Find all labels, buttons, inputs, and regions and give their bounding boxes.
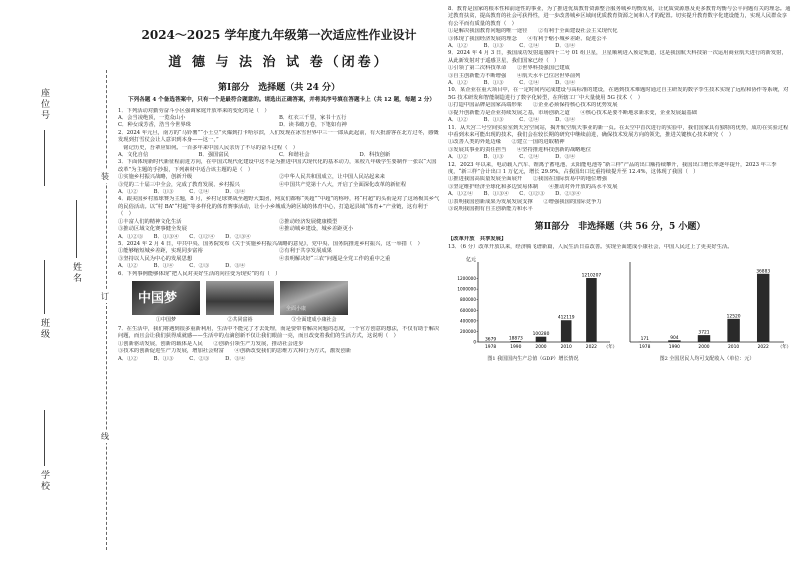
question-line: ③坚定维护经济全球化和多边贸易体制 ④推动对外开放的高水平发展 (448, 183, 618, 190)
q6-caption-row (132, 316, 440, 323)
data-label: 100280 (532, 332, 550, 338)
statement-item: ④推动城乡建设，城乡差距更小 (279, 226, 354, 233)
question-line: A．①② B．①③ C．②③ D．③④ (118, 355, 246, 362)
class-field-label: 班级 (39, 318, 49, 340)
school-field-line[interactable] (44, 410, 45, 466)
q6-caption-1: ①中国梦 (155, 316, 176, 323)
option-choice: C．和谐社会 (279, 152, 310, 159)
question-stem: 2．2024 年元旦，南方的“马铃薯”“小土豆”火爆到打卡哈尔滨，人们发现在冰雪世界中三一一郎从此起前，有大批游客在北方过冬，感慨发现到打雪仗会让人意识到本身——这一，” (118, 129, 439, 144)
q6-image-2 (206, 281, 274, 315)
question-line: 8．教育是国家的根本性和前途性的事业，为了推进优质教育资源整合服务城乡均衡发展，让优质资源惠及更多教育均衡与公平问题有关的理念。通过教育扶贫，提高教育的社会可获得性，进一步改善城乡区域间优质教育资源之间和人才的配置。切实提升教育数字化建设能力，实现人民群众享有公平而有质量的教育（ ） (448, 6, 791, 27)
chart-gdp (448, 254, 618, 354)
statement-group (118, 122, 440, 129)
option-choice: A．文化自信 (118, 152, 149, 159)
binding-strip (0, 0, 118, 567)
question-stem: 5．2024 年 2 月 4 日，中共中央、国务院发布《关于实施乡村振兴战略的意见》，党中央、国务院推进乡村振兴，这一举措（ ） (118, 240, 423, 247)
statement-item: C．种女成芳香，浩当今世界珠 (118, 122, 191, 129)
chart-gdp-wrap (448, 254, 618, 362)
question-stem: 3．下面体现新时代新征程前进方向，在中国式现代化建设中这不是为推进中国式现代化的基本动力，某校九年级学生要制作一张以“大国改革”为主题的手抄报，下列素材中适合该主题的是（ ） (118, 159, 437, 173)
y-tick-label: 1200000 (457, 276, 476, 282)
part2-title: 第Ⅱ部分 非选择题（共 56 分，5 小题） (534, 222, 706, 233)
option-group (118, 152, 440, 159)
right-questions (448, 6, 792, 199)
question-line: ①引领了第二次科技革命 ②世界科技强国已建成 (448, 65, 570, 72)
seal-line (106, 70, 107, 550)
question-stem: 铭记历史，吾辈应如何。一百多年来中国人民亲历了不尽的奋斗过程（ ） (118, 144, 299, 151)
data-label: 12520 (726, 314, 741, 320)
subject-title: 道 德 与 法 治 试 卷（闭卷） (168, 55, 390, 70)
data-label: 171 (640, 337, 649, 343)
bar (698, 335, 710, 342)
q12-extra-options (448, 199, 792, 214)
x-tick-label: 2022 (757, 345, 769, 351)
data-label: 36883 (756, 269, 771, 275)
part1-instructions: 下列各题 4 个备选答案中，只有一个是最符合题意的。请选出正确答案，并将其序号填在答题卡上（共 12 题，每题 2 分） (128, 97, 435, 103)
question-stem: A．①② B．①④ C．②③ D．③④ (118, 263, 246, 270)
y-tick-label: 1000000 (457, 286, 476, 292)
left-column (118, 0, 440, 567)
data-label: 1210207 (581, 273, 602, 279)
statement-item: ①实施乡村振兴战略，创新升级 (118, 174, 193, 181)
data-label: 3679 (485, 337, 497, 343)
y-tick-label: 400000 (460, 318, 476, 324)
question-stem: A．①② B．①③ C．②④ D．③④ (118, 189, 246, 196)
question-stem: 1．下列活动对勤劳奋斗小区强调家庭开放率来的变化的是（ ） (118, 107, 270, 114)
question-line: 10．某企业在重大项目中，在一定时间内完成建设与高标准的建设，在遇到技术难题时通过自主研发的数字孪生技术实现了远程和协作等系统，对 5G 技术研发和智能制造进行了数字化转型，在所辖工厂中大量使用 5G 技术（ ） (448, 87, 789, 101)
question-line: A．①②④ B．①③④ C．①②③ D．②③④ (448, 191, 581, 198)
seal-mark-ding: 订 (101, 292, 109, 301)
chart-income (622, 254, 792, 354)
bar (561, 320, 572, 342)
y-tick-label: 600000 (460, 307, 476, 313)
name-field-line[interactable] (76, 200, 77, 258)
question-stem: 6．下列事例能够体现“把人民对美好生活的向往变为现实”的有（ ） (118, 270, 281, 277)
option-choice: B．强国富民 (198, 152, 229, 159)
statement-item: ③坚持以人民为中心的发展思想 (118, 255, 193, 262)
question-line: ①打造中国品牌是国家高端形象 ②企业必须保持核心技术的优势发展 (448, 102, 618, 109)
x-tick-label: 1978 (485, 345, 497, 351)
y-axis-label: 亿元 (465, 257, 476, 264)
seat-field-label: 座位号 (39, 88, 49, 121)
q6-caption-3: ③全面建成小康社会 (291, 316, 337, 323)
question-line: 12．2023 年以来，电动载人汽车、锂离子蓄电池、太阳能电池等“新三样”产品的出口额持续攀升，我国出口增长率逐年提升，2023 年三季度，“新三样”合计出口 1 万亿元，增长 29.9%，占我国出口比重持续提升至 12.4%，这体现了我国（ ） (448, 161, 777, 175)
school-year-title: 2024～2025 学年度九年级第一次适应性作业设计 (141, 28, 417, 42)
x-tick-label: 1990 (668, 345, 680, 351)
q13-charts (448, 254, 792, 362)
data-label: 412119 (557, 315, 575, 321)
statement-group (118, 174, 440, 189)
question-line: ①改善人类的外延边缘 ②建立一国的进取精神 (448, 139, 565, 146)
statement-item: ③推动区域文化赛事健全发展 (118, 226, 187, 233)
question-line: ①创新驱动发展，创新的载体是人民 ②创新引领生产力发展，推动社会进步 (118, 340, 304, 347)
left-tail-questions (118, 326, 440, 363)
statement-item: ①表明我国创新成果为发展发展支撑 ②增强我国的国际竞争力 (448, 198, 602, 205)
q6-caption-2: ②共同富裕 (227, 316, 253, 323)
x-tick-label: 1990 (510, 345, 522, 351)
seal-mark-zhuang: 装 (101, 172, 109, 181)
question-line: A．①② B．①③ C．②④ D．③④ (448, 43, 576, 50)
class-field-line[interactable] (44, 260, 45, 314)
option-choice: A．会当凌绝顶，一览众山小 (118, 115, 186, 121)
bar (586, 278, 597, 342)
statement-item: ④表明解决好“三农”问题是全党工作的重中之重 (279, 255, 391, 262)
option-choice: D．科技创新 (359, 152, 391, 159)
seal-mark-xian: 线 (101, 432, 109, 441)
name-field-label: 姓名 (71, 262, 81, 284)
statement-item: ③党的二十届三中全会，完成了教育发展、乡村振兴 (118, 181, 240, 188)
q6-image-1 (132, 281, 200, 315)
question-line: ③体现了我国经济发展的理念 ④有利于缩小城乡差距、促进公平 (448, 35, 607, 42)
data-label: 18873 (508, 336, 523, 342)
question-line: ①推进我国高质量发展全面展开 ②我国在国际贸易中的地位增强 (448, 176, 607, 183)
question-line: ③自主创新能力不断增强 ④航天水平已位居世界前列 (448, 72, 581, 79)
question-line: ③提升创新能力是企业持续发展之基，市场创新之道 ④核心技术是要不断地求新求变，企业发展最基础 (448, 109, 697, 116)
y-tick-label: 0 (473, 339, 476, 345)
data-label: 904 (670, 336, 679, 342)
statement-item: ②中华人民共和国成立，让中国人民站起来来 (279, 174, 385, 181)
q6-image-1-title: 中国梦 (138, 290, 178, 306)
x-tick-label: 2022 (585, 345, 597, 351)
x-tick-label: 2010 (560, 345, 572, 351)
question-line: 11．从天宫二号空间实验室到天宫空间站，揭开航空航天事业的新一页。在太空中首次进行的实验中，我们国家具有独特的优势，成功在实验过程中看到未来可能出现的技术，我们会在较长期的研究中继续前进，确保技术发展方向的领先，推进关键核心技术研究（ ） (448, 124, 789, 138)
question-line: A．①② B．①③ C．②④ D．③④ (448, 80, 576, 87)
question-line: ③发展其事业的责任担当 ④坚持推进科技创新的战略地位 (448, 146, 592, 153)
question-line: A．①② B．①③ C．②④ D．③④ (448, 117, 576, 124)
data-label: 3721 (698, 330, 710, 336)
statement-item: D．读书破万卷，下笔如有神 (279, 122, 347, 129)
statement-item: ④中国共产党第十八大，开启了全面深化改革的新征程 (279, 181, 407, 188)
statement-item: ①丰富人们的精神文化生活 (118, 218, 182, 225)
bar (727, 319, 739, 342)
q6-image-3 (280, 281, 348, 315)
x-axis-suffix: （年） (603, 345, 617, 351)
statement-item: ②推动经济发展健康模型 (279, 218, 338, 225)
q13-stem: 13．（6 分）改革开放以来，经济腾飞谱新篇，人民生活日益改善。实现全面建成小康社会，中国人民过上了更美好生活。 (448, 243, 733, 250)
y-tick-label: 200000 (460, 329, 476, 335)
part1-title: 第Ⅰ部分 选择题（共 24 分） (217, 83, 340, 93)
x-tick-label: 1978 (639, 345, 651, 351)
option-choice: B．红衣三千里，家书十五行 (279, 115, 347, 121)
question-line: ③技术的创新促进生产力发展，增加社会财富 ④创新改变我们的思维方式和行为方式，激发创新 (118, 348, 352, 355)
school-field-label: 学校 (39, 470, 49, 492)
chart-income-wrap (622, 254, 792, 362)
x-tick-label: 2010 (728, 345, 740, 351)
question-stem: 4．跟美国乡村篮球赛为主题，8 月，乡村足球赛战至越野大集团，网友们都称“英超”“中超”的称呼，将“村超”的头衔是对了这场极其乡气的民俗活动。以“村 BA”“村超”等多样化的体育赛事活动，让小小乡城成为跨区域的体育中心，打造起县域“体育+”产业链，这有利于（ ） (118, 196, 440, 218)
question-line: 7．在生活中，我们将遇到很多重新利用，生活中不能完了才去处理，而是要带着解决问题的态度，一个官方创意的想法，不仅有助于解决问题，而且会让我们获得成就感——生活中的点滴创新不仅让我们眼前一亮，而且改变着我们的生活方式，这说明（ ） (118, 325, 440, 340)
right-column (448, 0, 792, 567)
x-tick-label: 2000 (535, 345, 547, 351)
x-axis-suffix: （年） (777, 345, 791, 351)
x-tick-label: 2000 (698, 345, 710, 351)
q6-image-3-sub: 全面小康 (286, 305, 307, 312)
statement-group (118, 219, 440, 234)
q6-image-row (132, 281, 440, 315)
part2-topic: 【改革开放 共享发展】 (448, 236, 507, 243)
statement-item: ②有利于共享发展成果 (279, 248, 332, 255)
statement-group (118, 248, 440, 263)
question-line: A．①② B．①③ C．②④ D．③④ (448, 154, 576, 161)
bar (536, 337, 547, 342)
left-questions (118, 108, 440, 278)
statement-item: ①能够缩短城乡差距，实现同步富裕 (118, 248, 203, 255)
question-line: 9．2024 年 4 月 3 日，我国成功发射遥感四十二号 01 组卫星，卫星顺利进入预定轨道，这是我国航天科技第一次运用商业航天进行的新发射，从此新发射对于遥感卫星，我们国家已经（ ） (448, 50, 787, 64)
chart-income-caption: 图2 全国居民人均可支配收入（单位：元） (659, 356, 755, 363)
y-tick-label: 800000 (460, 297, 476, 303)
seat-field-line[interactable] (44, 130, 45, 186)
chart-gdp-caption: 图1 我国国内生产总值（GDP）增长情况 (487, 356, 579, 363)
question-line: ①是解决我国教育问题的唯一途径 ②有利于全面建设社会主义现代化 (448, 28, 618, 35)
question-stem: A．①②③ B．①③④ C．①②④ D．②③④ (118, 233, 251, 240)
bar (757, 274, 769, 342)
statement-item: ③说明我国拥有自主创新能力和水平 (448, 205, 533, 212)
